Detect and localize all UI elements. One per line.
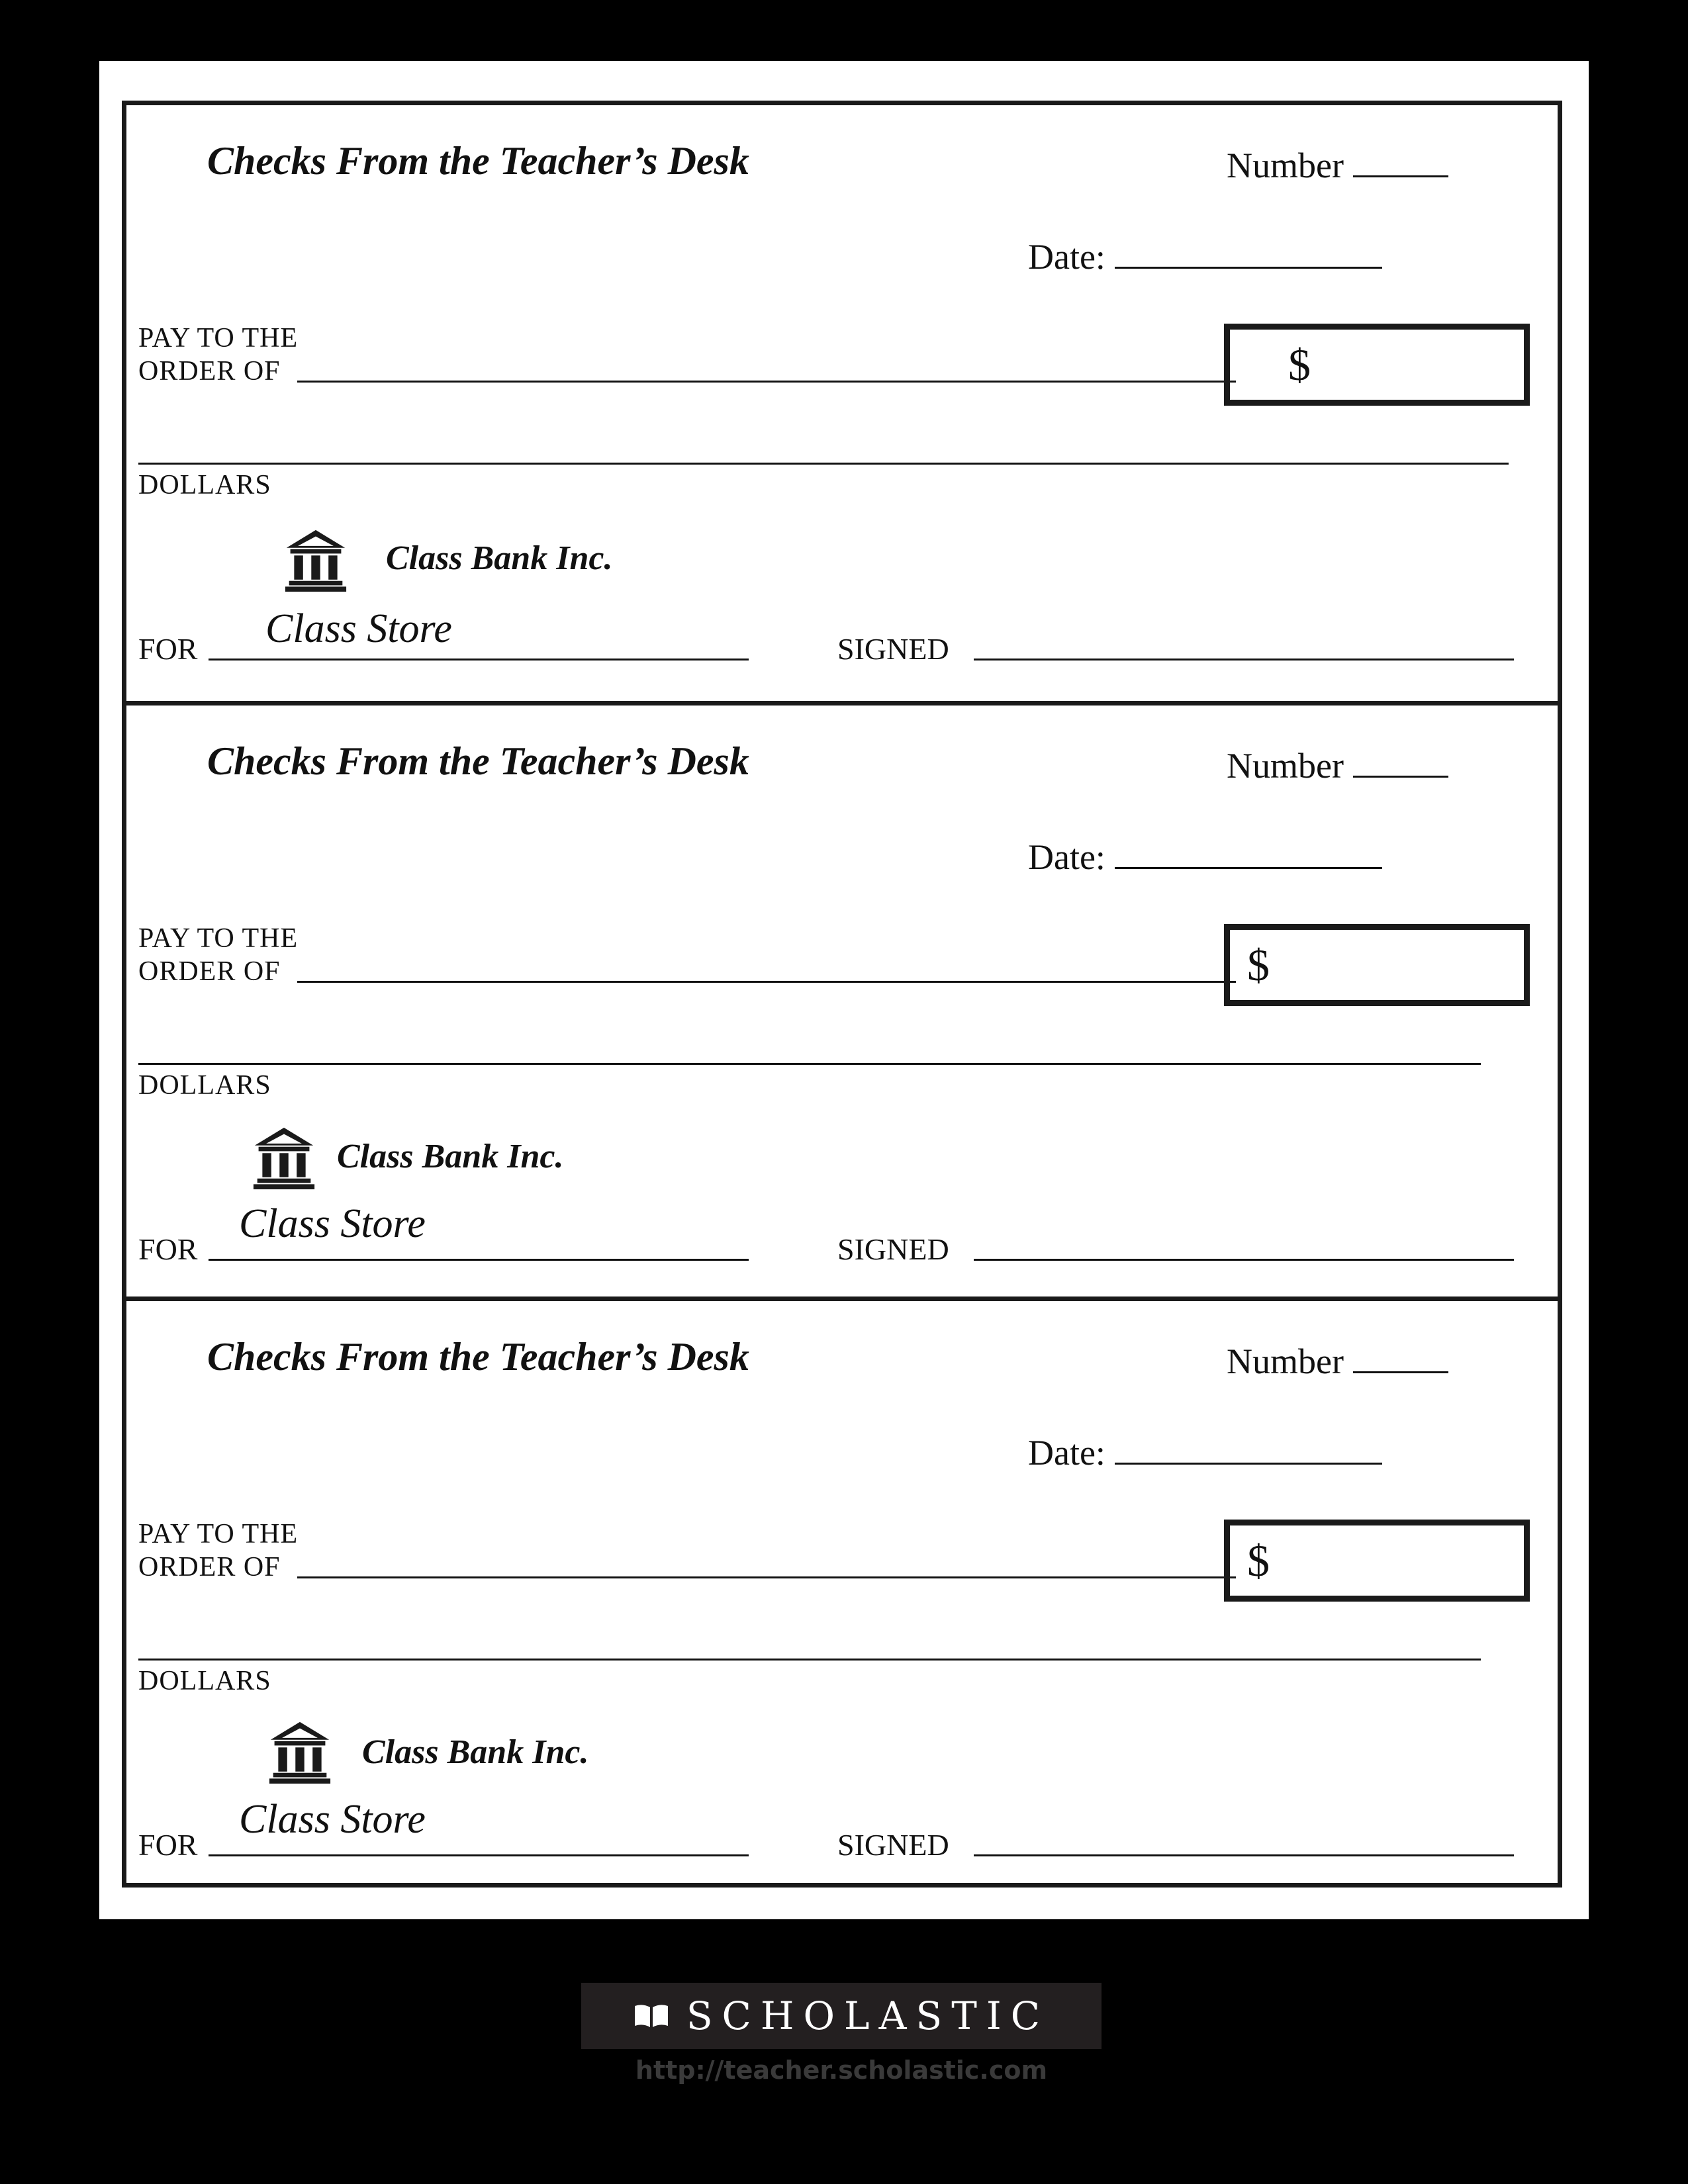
date-blank[interactable] (1115, 236, 1382, 269)
number-blank[interactable] (1353, 1341, 1448, 1373)
footer-url[interactable]: http://teacher.scholastic.com (635, 2056, 1048, 2085)
check-number-field[interactable] (1227, 145, 1448, 186)
payee-blank[interactable] (297, 981, 1236, 983)
check-sheet (99, 61, 1589, 1919)
amount-words-blank[interactable] (138, 1063, 1481, 1065)
dollar-sign: $ (1288, 340, 1311, 390)
order-of-label: ORDER OF (138, 956, 281, 987)
bank-building-icon (252, 1126, 316, 1190)
signature-blank[interactable] (974, 1854, 1514, 1856)
scholastic-logo (581, 1983, 1102, 2049)
dollars-label: DOLLARS (138, 470, 271, 500)
for-label: FOR (138, 1828, 198, 1862)
dollar-sign: $ (1247, 940, 1270, 990)
open-book-icon (633, 2003, 669, 2028)
signature-blank[interactable] (974, 1259, 1514, 1261)
number-blank[interactable] (1353, 745, 1448, 778)
for-label: FOR (138, 632, 198, 666)
payee-blank[interactable] (297, 1576, 1236, 1578)
signed-label: SIGNED (837, 632, 949, 666)
amount-words-blank[interactable] (138, 1659, 1481, 1661)
bank-building-icon (268, 1721, 332, 1784)
date-field[interactable] (1028, 236, 1382, 277)
date-blank[interactable] (1115, 1432, 1382, 1465)
number-label: Number (1227, 1342, 1344, 1381)
check-1 (126, 105, 1558, 701)
number-label: Number (1227, 146, 1344, 185)
date-blank[interactable] (1115, 837, 1382, 869)
date-field[interactable] (1028, 837, 1382, 878)
date-label: Date: (1028, 1433, 1105, 1473)
for-label: FOR (138, 1232, 198, 1266)
check-title: Checks From the Teacher’s Desk (207, 739, 749, 783)
dollar-sign: $ (1247, 1535, 1270, 1586)
for-value: Class Store (265, 606, 452, 651)
dollars-label: DOLLARS (138, 1666, 271, 1696)
for-blank[interactable] (209, 659, 749, 660)
order-of-label: ORDER OF (138, 1552, 281, 1582)
date-label: Date: (1028, 237, 1105, 277)
check-3 (126, 1297, 1558, 1892)
date-field[interactable] (1028, 1432, 1382, 1473)
check-title: Checks From the Teacher’s Desk (207, 139, 749, 183)
amount-words-blank[interactable] (138, 463, 1509, 465)
signed-label: SIGNED (837, 1828, 949, 1862)
signature-blank[interactable] (974, 659, 1514, 660)
date-label: Date: (1028, 837, 1105, 877)
for-value: Class Store (239, 1797, 426, 1842)
dollars-label: DOLLARS (138, 1070, 271, 1101)
payee-blank[interactable] (297, 381, 1236, 383)
check-number-field[interactable] (1227, 745, 1448, 786)
for-blank[interactable] (209, 1854, 749, 1856)
amount-box[interactable] (1224, 324, 1530, 406)
bank-name: Class Bank Inc. (362, 1733, 589, 1771)
pay-to-label: PAY TO THE (138, 923, 299, 954)
bank-building-icon (284, 529, 348, 592)
check-2 (126, 701, 1558, 1297)
pay-to-label: PAY TO THE (138, 323, 299, 353)
for-blank[interactable] (209, 1259, 749, 1261)
pay-to-label: PAY TO THE (138, 1519, 299, 1549)
order-of-label: ORDER OF (138, 356, 281, 387)
bank-name: Class Bank Inc. (386, 539, 613, 577)
checks-frame (122, 101, 1562, 1888)
for-value: Class Store (239, 1201, 426, 1246)
signed-label: SIGNED (837, 1232, 949, 1266)
brand-name: SCHOLASTIC (686, 1993, 1050, 2038)
check-number-field[interactable] (1227, 1341, 1448, 1382)
bank-name: Class Bank Inc. (337, 1138, 564, 1175)
amount-box[interactable] (1224, 1520, 1530, 1602)
number-blank[interactable] (1353, 145, 1448, 177)
amount-box[interactable] (1224, 924, 1530, 1006)
number-label: Number (1227, 746, 1344, 786)
check-title: Checks From the Teacher’s Desk (207, 1335, 749, 1379)
